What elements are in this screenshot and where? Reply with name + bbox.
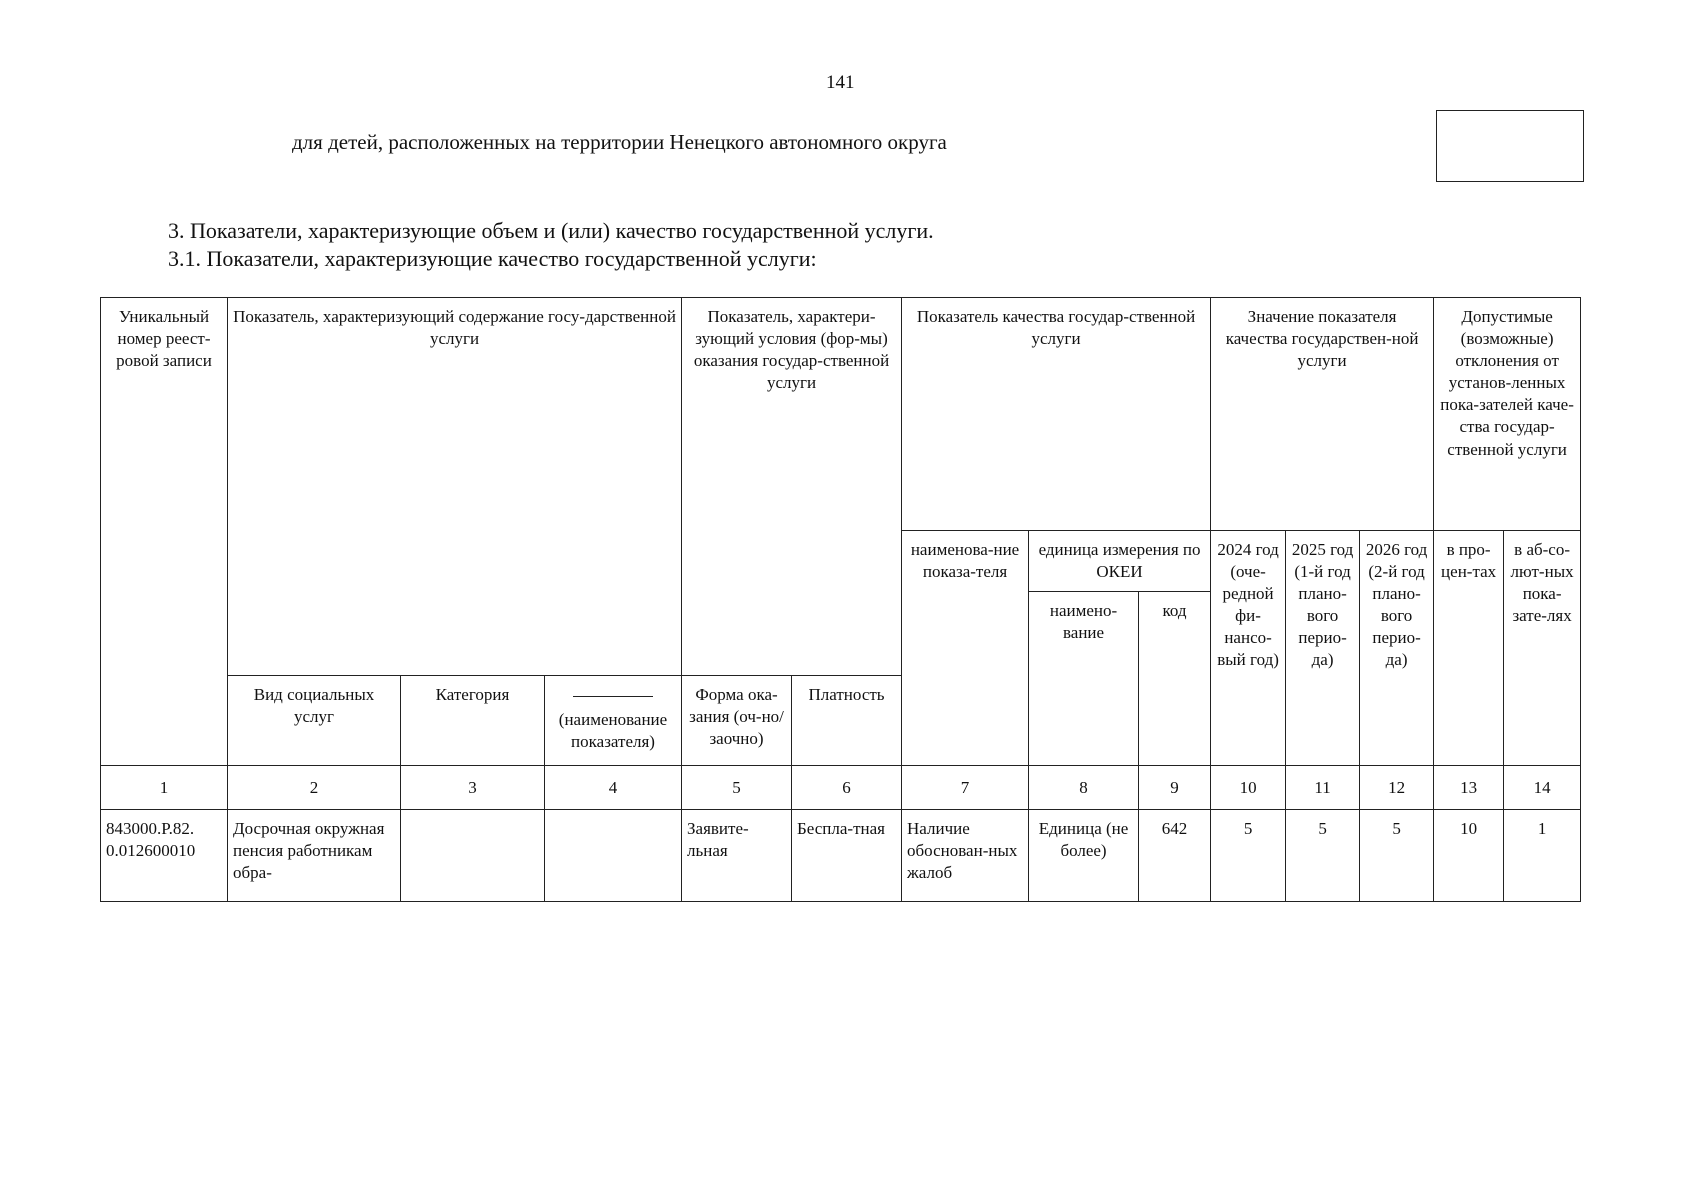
subheader-blank-indicator	[545, 676, 682, 766]
column-number: 8	[1029, 766, 1139, 810]
cell-value-2024: 5	[1211, 810, 1286, 902]
header-quality-indicator: Показатель качества государ-ственной услуги	[902, 298, 1211, 531]
subheader-year-2025: 2025 год (1-й год плано-вого перио-да)	[1286, 531, 1360, 766]
subheader-okei-unit: единица измерения по ОКЕИ	[1029, 531, 1211, 592]
column-number: 14	[1504, 766, 1581, 810]
header-indicator-value: Значение показателя качества государствен-ной услуги	[1211, 298, 1434, 531]
column-number: 7	[902, 766, 1029, 810]
subheader-delivery-form: Форма ока-зания (оч-но/заочно)	[682, 676, 792, 766]
column-number: 3	[401, 766, 545, 810]
subheader-category: Категория	[401, 676, 545, 766]
code-box	[1436, 110, 1584, 182]
cell-social-service: Досрочная окружная пенсия работникам обра-	[228, 810, 401, 902]
column-number: 13	[1434, 766, 1504, 810]
cell-value-2026: 5	[1360, 810, 1434, 902]
subheader-year-2024: 2024 год (оче-редной фи-нансо-вый год)	[1211, 531, 1286, 766]
subsection-heading: 3.1. Показатели, характеризующие качество государственной услуги:	[168, 246, 817, 271]
blank-line	[573, 696, 653, 697]
table-row	[101, 810, 1581, 902]
column-number: 10	[1211, 766, 1286, 810]
header-allowed-deviation: Допустимые (возможные) отклонения от установ-ленных пока-зателей каче-ства государ-ственной услуги	[1434, 298, 1581, 531]
column-number: 11	[1286, 766, 1360, 810]
section-heading: 3. Показатели, характеризующие объем и (или) качество государственной услуги.	[168, 218, 934, 243]
cell-quality-indicator: Наличие обоснован-ных жалоб	[902, 810, 1029, 902]
cell-category	[401, 810, 545, 902]
cell-registry-number: 843000.Р.82. 0.012600010	[101, 810, 228, 902]
page-number: 141	[826, 72, 855, 93]
subheader-absolute: в аб-со-лют-ных пока-зате-лях	[1504, 531, 1581, 766]
quality-indicators-table	[100, 297, 1581, 902]
column-number: 1	[101, 766, 228, 810]
header-unique-number: Уникальный номер реест-ровой записи	[101, 298, 228, 766]
subheader-indicator-name: наименова-ние показа-теля	[902, 531, 1029, 766]
cell-unit-code: 642	[1139, 810, 1211, 902]
subheader-blank-indicator-label: (наименование показателя)	[558, 710, 668, 752]
cell-value-2025: 5	[1286, 810, 1360, 902]
intro-text: для детей, расположенных на территории Ненецкого автономного округа	[292, 130, 947, 154]
subheader-unit-code: код	[1139, 592, 1211, 766]
subheader-percent: в про-цен-тах	[1434, 531, 1504, 766]
cell-deviation-absolute: 1	[1504, 810, 1581, 902]
header-conditions-indicator: Показатель, характери-зующий условия (фор-мы) оказания государ-ственной услуги	[682, 298, 902, 676]
cell-blank-indicator	[545, 810, 682, 902]
cell-unit-name: Единица (не более)	[1029, 810, 1139, 902]
column-number: 2	[228, 766, 401, 810]
column-number: 4	[545, 766, 682, 810]
cell-deviation-percent: 10	[1434, 810, 1504, 902]
cell-delivery-form: Заявите-льная	[682, 810, 792, 902]
cell-payment: Бесплa-тная	[792, 810, 902, 902]
subheader-year-2026: 2026 год (2-й год плано-вого перио-да)	[1360, 531, 1434, 766]
column-number: 12	[1360, 766, 1434, 810]
column-number: 6	[792, 766, 902, 810]
subheader-unit-name: наимено-вание	[1029, 592, 1139, 766]
column-number: 5	[682, 766, 792, 810]
column-number: 9	[1139, 766, 1211, 810]
subheader-social-services: Вид социальных услуг	[228, 676, 401, 766]
subheader-payment: Платность	[792, 676, 902, 766]
header-content-indicator: Показатель, характеризующий содержание госу-дарственной услуги	[228, 298, 682, 676]
